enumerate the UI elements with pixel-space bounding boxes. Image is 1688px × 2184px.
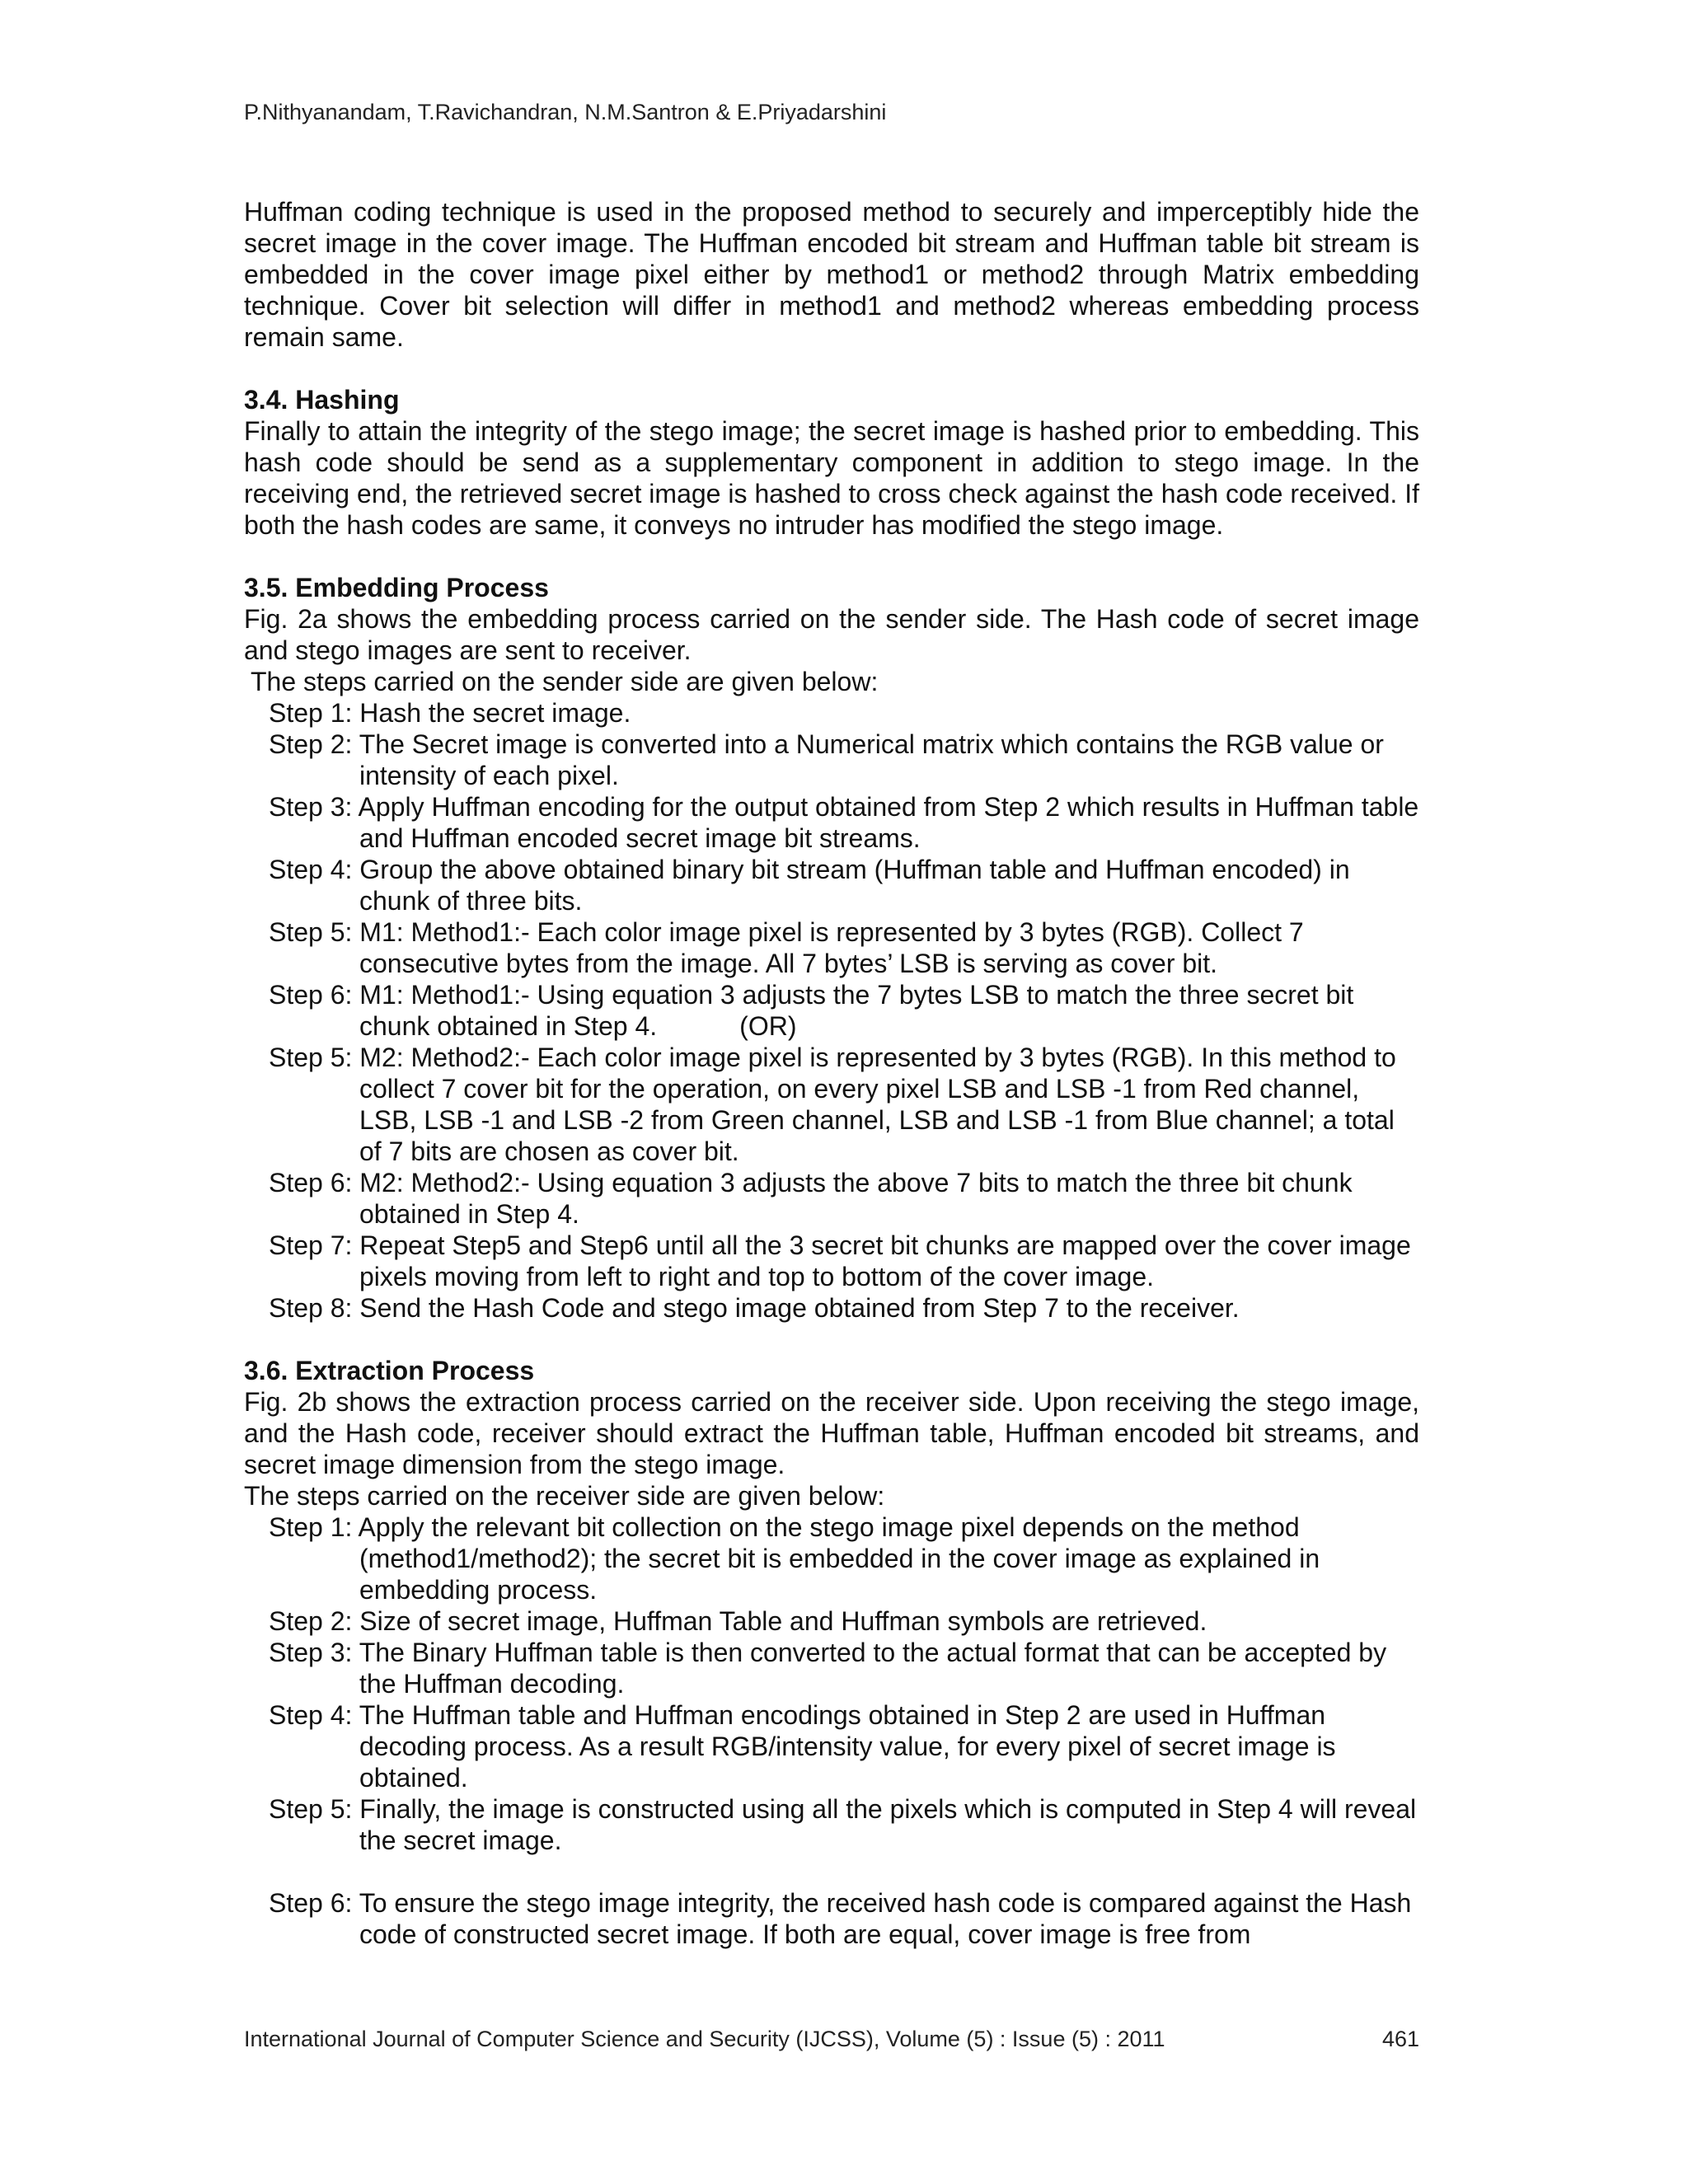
embedding-step: Step 7: Repeat Step5 and Step6 until all the 3 secret bit chunks are mapped over the cover image pixels moving from left to right and top to bottom of the cover image. [269,1230,1411,1291]
hashing-paragraph: Finally to attain the integrity of the stego image; the secret image is hashed prior to embedding. This hash code should be send as a supplementary component in addition to stego image. In the receiving end, the retrieved secret image is hashed to cross check against the hash code received. If both the hash codes are same, it conveys no intruder has modified the stego image. [244,416,1419,540]
section-title-embedding: 3.5. Embedding Process [244,573,549,602]
extraction-step: Step 1: Apply the relevant bit collection on the stego image pixel depends on the method (method1/method2); the secret bit is embedded in the cover image as explained in embedding process. [269,1512,1320,1605]
journal-citation: International Journal of Computer Science and Security (IJCSS), Volume (5) : Issue (5) : 2011 [244,2027,1165,2051]
section-title-extraction: 3.6. Extraction Process [244,1356,535,1385]
running-header: P.Nithyanandam, T.Ravichandran, N.M.Santron & E.Priyadarshini [244,100,887,124]
embedding-step: Step 6: M2: Method2:- Using equation 3 adjusts the above 7 bits to match the three bit chunk obtained in Step 4. [269,1168,1353,1229]
page-body [244,196,1419,1950]
embedding-step-with-or: Step 6: M1: Method1:- Using equation 3 adjusts the 7 bytes LSB to match the three secret bit chunk obtained in Step 4. (OR) [269,980,1354,1041]
section-hashing [244,384,1419,541]
extraction-step: Step 4: The Huffman table and Huffman encodings obtained in Step 2 are used in Huffman decoding process. As a result RGB/intensity value, for every pixel of secret image is obtained. [269,1700,1336,1793]
embedding-step: Step 1: Hash the secret image. [269,698,631,728]
extraction-step: Step 3: The Binary Huffman table is then converted to the actual format that can be accepted by the Huffman decoding. [269,1638,1387,1699]
section-title-hashing: 3.4. Hashing [244,385,400,415]
section-embedding [244,572,1419,1324]
extraction-paragraph: Fig. 2b shows the extraction process carried on the receiver side. Upon receiving the stego image, and the Hash code, receiver should extract the Huffman table, Huffman encoded bit streams, and secret image dimension from the stego image. [244,1387,1419,1479]
embedding-step-text: Step 6: M1: Method1:- Using equation 3 adjusts the 7 bytes LSB to match the three secret bit chunk obtained in Step 4. [269,980,1354,1041]
extraction-step: Step 5: Finally, the image is constructed using all the pixels which is computed in Step 4 will reveal the secret image. [269,1794,1417,1855]
embedding-step: Step 5: M1: Method1:- Each color image pixel is represented by 3 bytes (RGB). Collect 7 consecutive bytes from the image. All 7 bytes’ LSB is serving as cover bit. [269,917,1304,978]
embedding-step: Step 4: Group the above obtained binary bit stream (Huffman table and Huffman encoded) in chunk of three bits. [269,855,1350,916]
intro-paragraph: Huffman coding technique is used in the proposed method to securely and imperceptibly hide the secret image in the cover image. The Huffman encoded bit stream and Huffman table bit stream is embedded in the cover image pixel either by method1 or method2 through Matrix embedding technique. Cover bit selection will differ in method1 and method2 whereas embedding process remain same. [244,197,1419,352]
extraction-step: Step 2: Size of secret image, Huffman Table and Huffman symbols are retrieved. [269,1606,1207,1636]
embedding-steps-lead: The steps carried on the sender side are given below: [251,667,879,696]
embedding-step: Step 5: M2: Method2:- Each color image pixel is represented by 3 bytes (RGB). In this method to collect 7 cover bit for the operation, on every pixel LSB and LSB -1 from Red channel, LSB, LSB -1 and LSB -2 from Green channel, LSB and LSB -1 from Blue channel; a total of 7 bits are chosen as cover bit. [269,1043,1396,1166]
embedding-step: Step 3: Apply Huffman encoding for the output obtained from Step 2 which results in Huffman table and Huffman encoded secret image bit streams. [269,792,1419,853]
embedding-paragraph: Fig. 2a shows the embedding process carried on the sender side. The Hash code of secret image and stego images are sent to receiver. [244,604,1419,665]
page-number: 461 [1381,2027,1419,2051]
embedding-steps-list [244,697,1419,1324]
extraction-step: Step 6: To ensure the stego image integrity, the received hash code is compared against the Hash code of constructed secret image. If both are equal, cover image is free from [269,1888,1412,1949]
extraction-steps-lead: The steps carried on the receiver side are given below: [244,1481,885,1511]
page-footer [244,2024,1419,2054]
extraction-steps-list [244,1511,1419,1950]
embedding-step: Step 2: The Secret image is converted into a Numerical matrix which contains the RGB value or intensity of each pixel. [269,729,1384,790]
section-extraction [244,1355,1419,1950]
embedding-step: Step 8: Send the Hash Code and stego image obtained from Step 7 to the receiver. [269,1293,1240,1323]
